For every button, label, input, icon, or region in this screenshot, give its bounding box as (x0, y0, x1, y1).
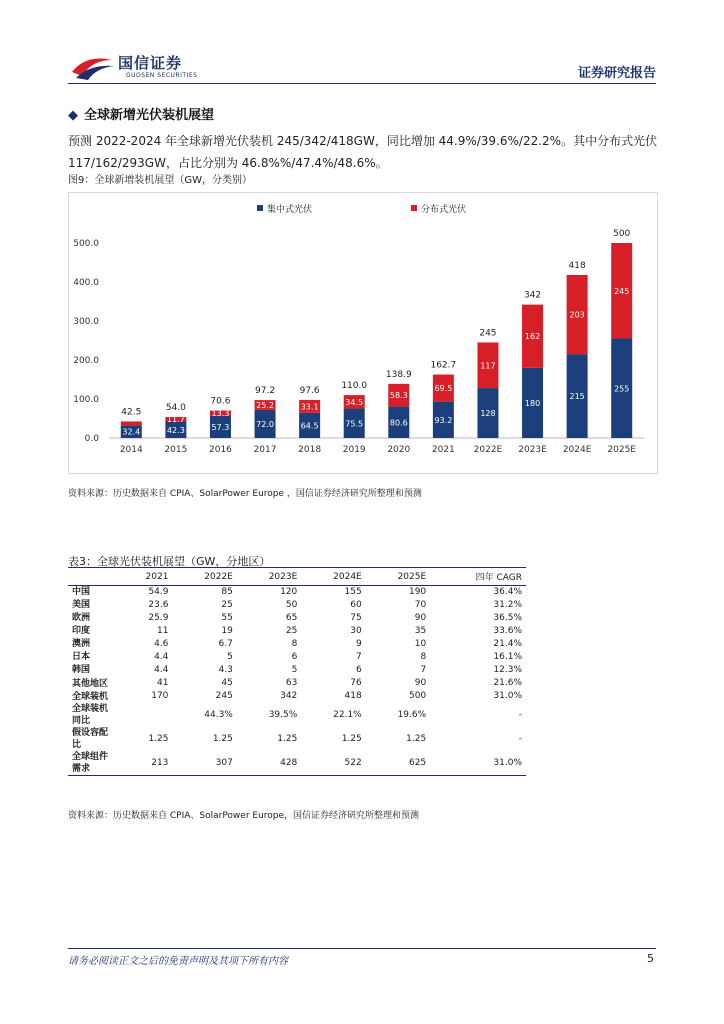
data-table (68, 567, 526, 776)
total-label: 500 (613, 229, 631, 239)
data-label: 72.0 (256, 419, 274, 429)
table-header-row (68, 568, 526, 586)
row-label: 澳洲 (72, 639, 91, 649)
data-label: 93.2 (434, 415, 453, 425)
table-cell: 307 (172, 751, 236, 776)
table-cell: 39.5% (268, 709, 298, 720)
table-cell: 31.0% (430, 751, 526, 776)
table-cell: 120 (280, 587, 298, 597)
table-cell: 75 (350, 613, 362, 623)
total-label: 70.6 (210, 396, 231, 407)
x-tick-label: 2018 (298, 445, 322, 455)
table-header-cell: 2024E (301, 568, 365, 586)
table-cell: 22.1% (333, 709, 362, 720)
table-cell: 85 (221, 587, 233, 597)
table-cell: 45 (221, 678, 233, 688)
table-header-cell: 2021 (118, 568, 172, 586)
table-header-cell: 2023E (237, 568, 301, 586)
table-cell: 6 (356, 665, 362, 675)
data-label: 25.2 (256, 401, 274, 411)
total-label: 342 (523, 290, 542, 301)
table-cell: 25.9 (148, 613, 169, 623)
table-cell: 35 (414, 626, 427, 636)
table-title: 表3：全球光伏装机展望（GW，分地区） (68, 555, 271, 568)
table-cell: 7 (356, 652, 362, 662)
table-header-cell: 四年 CAGR (430, 568, 526, 586)
x-tick-label: 2024E (562, 445, 592, 455)
table-cell: 625 (366, 751, 430, 776)
data-label: 13.3 (211, 409, 230, 419)
row-label: 全球装机 (72, 691, 109, 702)
total-label: 418 (568, 260, 586, 271)
table-cell: 418 (344, 691, 362, 701)
table-cell: 50 (285, 600, 298, 610)
table-row (68, 703, 526, 727)
table-cell: 522 (301, 751, 365, 776)
table-row (68, 727, 526, 751)
table-row (68, 625, 526, 638)
logo-english: GUOSEN SECURITIES (126, 72, 198, 79)
data-label: 64.5 (300, 421, 319, 431)
table-row (68, 677, 526, 690)
x-tick-label: 2025E (607, 445, 637, 455)
y-tick-label: 100.0 (73, 395, 99, 405)
x-tick-label: 2016 (209, 445, 232, 455)
table-cell: 8 (291, 639, 298, 649)
table-cell: 170 (151, 691, 169, 701)
table-header-cell: 2022E (172, 568, 236, 586)
x-tick-label: 2019 (342, 445, 366, 455)
data-label: 117 (480, 361, 496, 371)
table-cell: 1.25 (212, 733, 233, 744)
table-cell: 90 (414, 678, 427, 688)
report-type: 证券研究报告 (577, 66, 656, 81)
table-cell: 23.6 (148, 600, 169, 610)
table-cell: - (518, 709, 522, 720)
section-title: ◆ 全球新增光伏装机展望 (68, 108, 215, 123)
legend-swatch (411, 205, 417, 211)
row-label: 欧洲 (72, 613, 91, 623)
y-tick-label: 200.0 (73, 356, 99, 366)
table-cell: 11 (156, 626, 169, 636)
diamond-bullet-icon: ◆ (68, 108, 78, 123)
table-body (68, 586, 526, 776)
table-header-cell: 2025E (366, 568, 430, 586)
table-cell: 5 (227, 652, 233, 662)
table-cell: 54.9 (148, 587, 169, 597)
bar-segment-distributed (121, 421, 142, 425)
table-row (68, 599, 526, 612)
table-cell: 41 (156, 678, 169, 688)
total-label: 42.5 (121, 407, 142, 418)
x-tick-label: 2014 (119, 445, 143, 455)
row-label: 假设容配比 (72, 728, 109, 750)
table-cell: 19.6% (397, 709, 427, 720)
table-cell: 70 (414, 600, 427, 610)
table-cell: 36.5% (493, 613, 522, 623)
row-label: 美国 (72, 600, 91, 610)
row-label: 印度 (72, 626, 91, 636)
total-label: 245 (479, 328, 497, 339)
table-cell: 31.0% (493, 691, 522, 701)
table-cell: 7 (420, 665, 427, 675)
table-cell: 30 (350, 626, 362, 636)
footer-divider (68, 948, 656, 949)
table-cell: 60 (350, 600, 362, 610)
table-cell: 6.7 (218, 639, 233, 649)
table-cell: - (518, 733, 522, 744)
table-cell: 4.4 (154, 665, 169, 675)
table-cell: 1.25 (277, 733, 298, 744)
data-label: 180 (524, 398, 541, 408)
table-cell: 428 (237, 751, 301, 776)
table-cell: 25 (221, 600, 233, 610)
row-label: 其他地区 (72, 678, 109, 689)
table-cell: 21.6% (493, 678, 522, 688)
table-cell: 76 (350, 678, 362, 688)
table-cell: 8 (420, 652, 427, 662)
y-tick-label: 300.0 (73, 317, 99, 327)
data-label: 33.1 (300, 402, 319, 412)
header-divider (68, 83, 656, 84)
data-label: 255 (614, 384, 630, 394)
table-cell: 16.1% (493, 652, 522, 662)
data-label: 69.5 (434, 384, 453, 394)
data-label: 34.5 (345, 397, 364, 407)
table-cell: 90 (414, 613, 427, 623)
table-cell: 245 (215, 691, 233, 701)
x-tick-label: 2015 (164, 445, 188, 455)
table-cell: 213 (118, 751, 172, 776)
table-cell: 500 (408, 691, 427, 701)
table-cell (118, 703, 172, 727)
table-row (68, 751, 526, 776)
legend-label: 集中式光伏 (267, 205, 313, 215)
logo-name: 国信证券 (118, 54, 183, 72)
company-logo (70, 50, 116, 82)
figure-caption: 图9：全球新增装机展望（GW，分类别） (68, 175, 252, 186)
y-tick-label: 500.0 (73, 239, 99, 249)
row-label: 中国 (72, 587, 91, 597)
table-cell: 9 (356, 639, 362, 649)
table-cell: 33.6% (493, 626, 522, 636)
data-label: 57.3 (211, 422, 230, 432)
data-label: 245 (614, 286, 630, 296)
table-cell: 12.3% (493, 665, 522, 675)
table-cell: 342 (280, 691, 298, 701)
data-label: 58.3 (389, 391, 408, 401)
guosen-logo-icon (70, 50, 116, 82)
row-label: 韩国 (72, 665, 91, 675)
table-row (68, 664, 526, 677)
data-label: 128 (480, 409, 496, 419)
x-tick-label: 2022E (473, 445, 503, 455)
table-cell: 190 (408, 587, 427, 597)
table-row (68, 638, 526, 651)
legend-swatch (257, 205, 263, 211)
table-cell: 36.4% (493, 587, 522, 597)
table-cell: 4.3 (218, 665, 233, 675)
data-label: 11.7 (166, 415, 185, 425)
table-cell: 5 (291, 665, 298, 675)
stacked-bar-chart (69, 193, 657, 473)
table-cell: 10 (414, 639, 427, 649)
table-header-cell (68, 568, 118, 586)
table-source: 资料来源：历史数据来自 CPIA、SolarPower Europe，国信证券经济研究所整理和预测 (68, 811, 420, 821)
table-cell: 155 (344, 587, 362, 597)
legend-label: 分布式光伏 (421, 205, 467, 215)
row-label: 日本 (72, 652, 91, 662)
table-cell: 1.25 (406, 733, 427, 744)
table-row (68, 690, 526, 703)
data-label: 215 (569, 392, 585, 402)
table-row (68, 586, 526, 600)
table-cell: 25 (285, 626, 298, 636)
figure-source: 资料来源：历史数据来自 CPIA、SolarPower Europe ，国信证券经济研究所整理和预测 (68, 489, 422, 499)
total-label: 97.6 (299, 385, 320, 396)
table-row (68, 612, 526, 625)
table-cell: 1.25 (341, 733, 362, 744)
table-cell: 1.25 (148, 733, 169, 744)
table-cell: 4.6 (154, 639, 169, 649)
total-label: 110.0 (341, 381, 368, 392)
x-tick-label: 2023E (518, 445, 547, 455)
table-cell: 44.3% (204, 709, 233, 720)
data-label: 42.3 (166, 425, 185, 435)
table-cell: 63 (285, 678, 298, 688)
table-cell: 55 (221, 613, 233, 623)
table-row (68, 651, 526, 664)
total-label: 138.9 (385, 369, 412, 380)
total-label: 54.0 (165, 402, 186, 413)
table-cell: 6 (291, 652, 298, 662)
data-label: 203 (569, 310, 585, 320)
data-label: 75.5 (345, 419, 364, 429)
x-tick-label: 2021 (431, 445, 455, 455)
page-number: 5 (647, 952, 654, 965)
y-tick-label: 400.0 (73, 278, 99, 288)
x-tick-label: 2020 (387, 445, 411, 455)
table-cell: 31.2% (493, 600, 522, 610)
section-paragraph: 预测 2022-2024 年全球新增光伏装机 245/342/418GW，同比增加 44.9%/39.6%/22.2%。其中分布式光伏 117/162/293GW，占比分别为 46.8%%/47.4%/48.6%。 (68, 134, 658, 170)
row-label: 全球装机同比 (72, 704, 109, 726)
table-cell: 19 (221, 626, 233, 636)
row-label: 全球组件需求 (68, 751, 118, 776)
chart-container (68, 192, 658, 474)
data-label: 162 (524, 332, 541, 342)
data-label: 80.6 (389, 418, 408, 428)
footer-disclaimer: 请务必阅读正文之后的免责声明及其项下所有内容 (68, 956, 288, 967)
data-label: 32.4 (122, 427, 141, 437)
y-tick-label: 0.0 (84, 434, 99, 444)
table-cell: 4.4 (154, 652, 169, 662)
table-cell: 21.4% (493, 639, 522, 649)
table-cell: 65 (285, 613, 298, 623)
x-tick-label: 2017 (253, 445, 277, 455)
total-label: 162.7 (430, 360, 457, 371)
total-label: 97.2 (255, 386, 276, 397)
